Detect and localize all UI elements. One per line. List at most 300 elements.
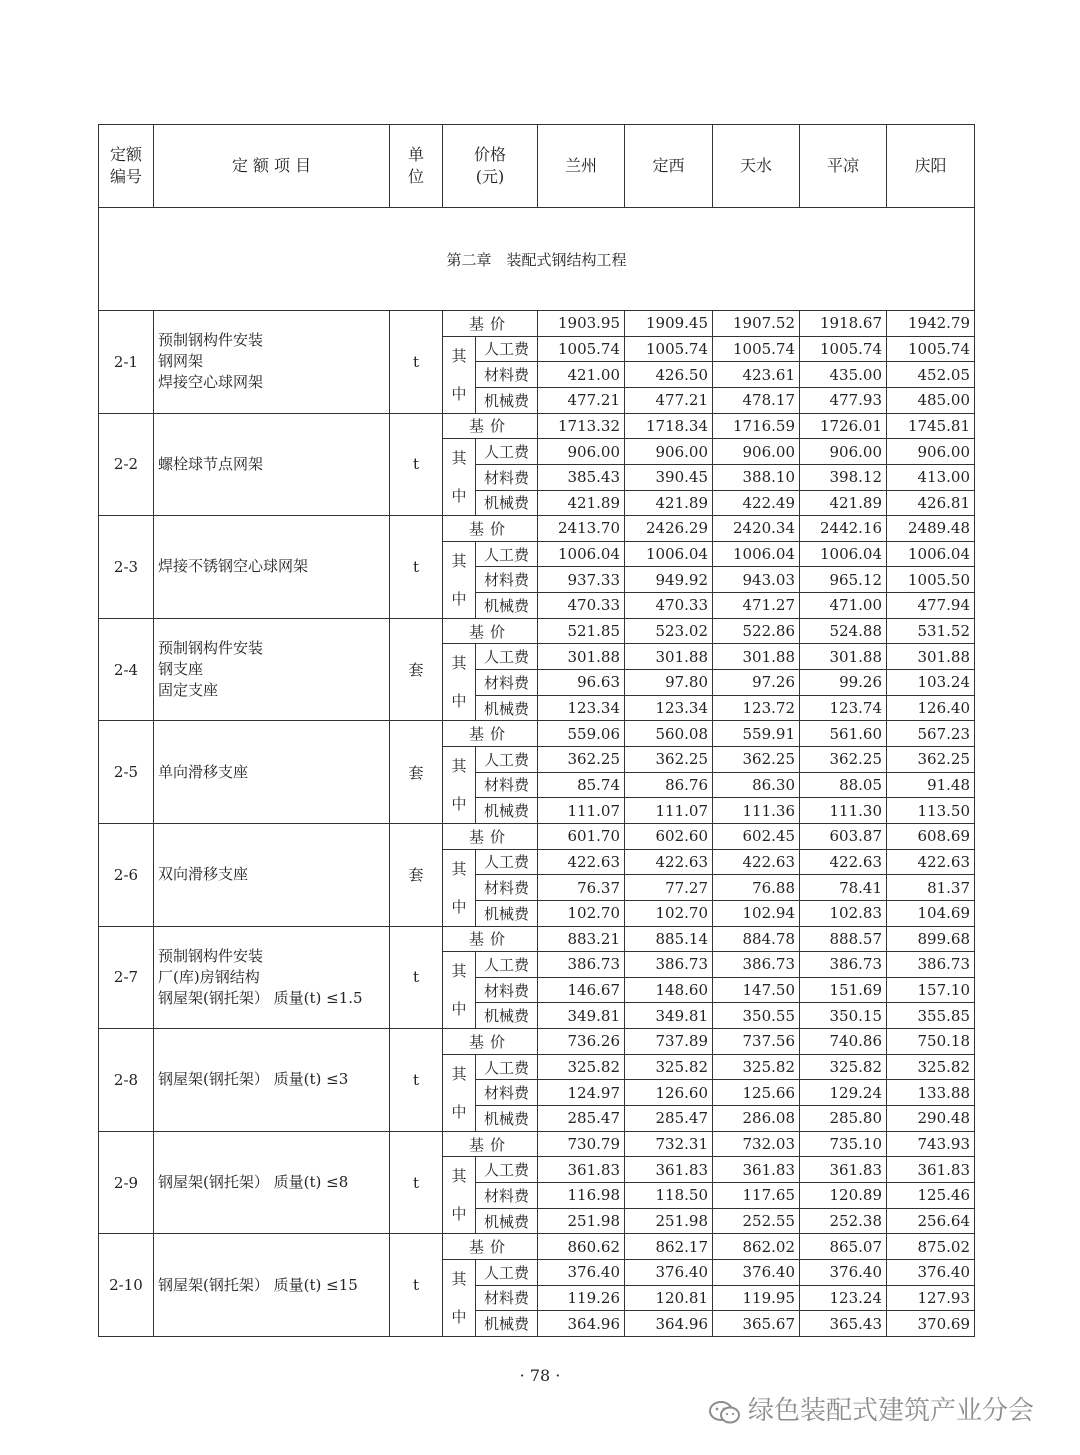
machine-fee-label: 机械费 xyxy=(476,490,538,516)
machine-fee-label: 机械费 xyxy=(476,1106,538,1132)
header-price: 价格 (元) xyxy=(443,125,538,208)
machine-fee-label: 机械费 xyxy=(476,900,538,926)
machine-value-cell: 365.67 xyxy=(713,1311,800,1337)
base-value-cell: 2442.16 xyxy=(800,516,887,542)
material-value-cell: 421.00 xyxy=(538,362,625,388)
base-value-cell: 1909.45 xyxy=(625,311,713,337)
base-value-cell: 750.18 xyxy=(887,1029,975,1055)
material-value-cell: 126.60 xyxy=(625,1080,713,1106)
wechat-icon xyxy=(708,1400,742,1424)
labor-value-cell: 1005.74 xyxy=(538,336,625,362)
quota-unit: t xyxy=(390,1234,443,1337)
base-value-cell: 2420.34 xyxy=(713,516,800,542)
material-fee-label: 材料费 xyxy=(476,772,538,798)
machine-value-cell: 422.49 xyxy=(713,490,800,516)
labor-value-cell: 376.40 xyxy=(625,1259,713,1285)
labor-fee-label: 人工费 xyxy=(476,336,538,362)
base-value-cell: 2489.48 xyxy=(887,516,975,542)
labor-value-cell: 1006.04 xyxy=(713,541,800,567)
quota-code: 2-2 xyxy=(99,413,154,516)
base-value-cell: 884.78 xyxy=(713,926,800,952)
watermark xyxy=(708,1390,1034,1427)
machine-value-cell: 364.96 xyxy=(538,1311,625,1337)
labor-fee-label: 人工费 xyxy=(476,1054,538,1080)
machine-value-cell: 102.70 xyxy=(538,900,625,926)
material-value-cell: 88.05 xyxy=(800,772,887,798)
machine-value-cell: 111.30 xyxy=(800,798,887,824)
material-value-cell: 120.81 xyxy=(625,1285,713,1311)
material-value-cell: 385.43 xyxy=(538,464,625,490)
table-row xyxy=(99,618,975,644)
base-value-cell: 521.85 xyxy=(538,618,625,644)
machine-value-cell: 123.34 xyxy=(538,695,625,721)
machine-value-cell: 349.81 xyxy=(538,1003,625,1029)
qizhong-label: 其 中 xyxy=(443,1054,476,1131)
material-fee-label: 材料费 xyxy=(476,1080,538,1106)
material-fee-label: 材料费 xyxy=(476,1285,538,1311)
base-value-cell: 862.17 xyxy=(625,1234,713,1260)
labor-value-cell: 301.88 xyxy=(887,644,975,670)
machine-value-cell: 477.94 xyxy=(887,593,975,619)
base-price-label: 基价 xyxy=(443,1029,538,1055)
base-value-cell: 2413.70 xyxy=(538,516,625,542)
material-value-cell: 96.63 xyxy=(538,670,625,696)
machine-value-cell: 123.34 xyxy=(625,695,713,721)
base-value-cell: 732.31 xyxy=(625,1131,713,1157)
labor-value-cell: 1005.74 xyxy=(800,336,887,362)
machine-value-cell: 256.64 xyxy=(887,1208,975,1234)
material-fee-label: 材料费 xyxy=(476,1183,538,1209)
header-city-lanzhou: 兰州 xyxy=(538,125,625,208)
quota-code: 2-5 xyxy=(99,721,154,824)
labor-value-cell: 1006.04 xyxy=(625,541,713,567)
machine-value-cell: 421.89 xyxy=(538,490,625,516)
base-value-cell: 737.89 xyxy=(625,1029,713,1055)
machine-value-cell: 285.47 xyxy=(538,1106,625,1132)
table-row xyxy=(99,926,975,952)
material-value-cell: 116.98 xyxy=(538,1183,625,1209)
base-value-cell: 732.03 xyxy=(713,1131,800,1157)
material-value-cell: 949.92 xyxy=(625,567,713,593)
page-number: · 78 · xyxy=(519,1366,561,1385)
material-value-cell: 413.00 xyxy=(887,464,975,490)
material-value-cell: 146.67 xyxy=(538,977,625,1003)
material-fee-label: 材料费 xyxy=(476,362,538,388)
header-item: 定 额 项 目 xyxy=(154,125,390,208)
machine-value-cell: 421.89 xyxy=(625,490,713,516)
quota-code: 2-6 xyxy=(99,823,154,926)
base-value-cell: 862.02 xyxy=(713,1234,800,1260)
machine-value-cell: 102.70 xyxy=(625,900,713,926)
base-value-cell: 561.60 xyxy=(800,721,887,747)
quota-item-name: 钢屋架(钢托架） 质量(t) ≤8 xyxy=(154,1131,390,1234)
table-row xyxy=(99,311,975,337)
material-value-cell: 127.93 xyxy=(887,1285,975,1311)
labor-value-cell: 361.83 xyxy=(800,1157,887,1183)
quota-item-name: 焊接不锈钢空心球网架 xyxy=(154,516,390,619)
quota-item-name: 预制钢构件安装 钢网架 焊接空心球网架 xyxy=(154,311,390,414)
labor-fee-label: 人工费 xyxy=(476,1157,538,1183)
quota-code: 2-10 xyxy=(99,1234,154,1337)
material-value-cell: 91.48 xyxy=(887,772,975,798)
material-value-cell: 117.65 xyxy=(713,1183,800,1209)
labor-value-cell: 1006.04 xyxy=(800,541,887,567)
quota-unit: 套 xyxy=(390,823,443,926)
machine-value-cell: 285.47 xyxy=(625,1106,713,1132)
labor-value-cell: 422.63 xyxy=(538,849,625,875)
base-value-cell: 885.14 xyxy=(625,926,713,952)
labor-value-cell: 361.83 xyxy=(713,1157,800,1183)
labor-fee-label: 人工费 xyxy=(476,746,538,772)
qizhong-label: 其 中 xyxy=(443,746,476,823)
labor-fee-label: 人工费 xyxy=(476,439,538,465)
material-fee-label: 材料费 xyxy=(476,567,538,593)
qizhong-label: 其 中 xyxy=(443,952,476,1029)
material-value-cell: 148.60 xyxy=(625,977,713,1003)
labor-value-cell: 301.88 xyxy=(538,644,625,670)
labor-fee-label: 人工费 xyxy=(476,1259,538,1285)
machine-value-cell: 470.33 xyxy=(625,593,713,619)
machine-value-cell: 471.00 xyxy=(800,593,887,619)
qizhong-label: 其 中 xyxy=(443,1259,476,1336)
base-value-cell: 567.23 xyxy=(887,721,975,747)
material-fee-label: 材料费 xyxy=(476,670,538,696)
material-value-cell: 965.12 xyxy=(800,567,887,593)
base-value-cell: 899.68 xyxy=(887,926,975,952)
material-value-cell: 120.89 xyxy=(800,1183,887,1209)
material-value-cell: 86.76 xyxy=(625,772,713,798)
table-row xyxy=(99,1131,975,1157)
base-price-label: 基价 xyxy=(443,618,538,644)
machine-value-cell: 355.85 xyxy=(887,1003,975,1029)
base-price-label: 基价 xyxy=(443,721,538,747)
labor-value-cell: 325.82 xyxy=(538,1054,625,1080)
qizhong-label: 其 中 xyxy=(443,336,476,413)
base-price-label: 基价 xyxy=(443,823,538,849)
quota-item-name: 单向滑移支座 xyxy=(154,721,390,824)
machine-value-cell: 111.07 xyxy=(538,798,625,824)
base-value-cell: 1918.67 xyxy=(800,311,887,337)
material-value-cell: 129.24 xyxy=(800,1080,887,1106)
qizhong-label: 其 中 xyxy=(443,644,476,721)
machine-value-cell: 364.96 xyxy=(625,1311,713,1337)
material-value-cell: 388.10 xyxy=(713,464,800,490)
machine-value-cell: 349.81 xyxy=(625,1003,713,1029)
material-value-cell: 426.50 xyxy=(625,362,713,388)
machine-value-cell: 370.69 xyxy=(887,1311,975,1337)
labor-value-cell: 906.00 xyxy=(713,439,800,465)
machine-value-cell: 421.89 xyxy=(800,490,887,516)
base-value-cell: 1726.01 xyxy=(800,413,887,439)
header-city-tianshui: 天水 xyxy=(713,125,800,208)
base-value-cell: 1903.95 xyxy=(538,311,625,337)
header-city-qingyang: 庆阳 xyxy=(887,125,975,208)
labor-value-cell: 1005.74 xyxy=(887,336,975,362)
base-value-cell: 1942.79 xyxy=(887,311,975,337)
header-code: 定额 编号 xyxy=(99,125,154,208)
material-value-cell: 452.05 xyxy=(887,362,975,388)
base-value-cell: 743.93 xyxy=(887,1131,975,1157)
labor-value-cell: 386.73 xyxy=(625,952,713,978)
qizhong-label: 其 中 xyxy=(443,849,476,926)
labor-value-cell: 386.73 xyxy=(713,952,800,978)
table-row xyxy=(99,413,975,439)
material-value-cell: 78.41 xyxy=(800,875,887,901)
watermark-text: 绿色装配式建筑产业分会 xyxy=(748,1396,1035,1426)
base-value-cell: 559.06 xyxy=(538,721,625,747)
quota-unit: 套 xyxy=(390,721,443,824)
labor-value-cell: 906.00 xyxy=(800,439,887,465)
base-value-cell: 602.60 xyxy=(625,823,713,849)
base-value-cell: 865.07 xyxy=(800,1234,887,1260)
labor-value-cell: 362.25 xyxy=(713,746,800,772)
material-value-cell: 118.50 xyxy=(625,1183,713,1209)
labor-value-cell: 361.83 xyxy=(625,1157,713,1183)
labor-value-cell: 386.73 xyxy=(887,952,975,978)
machine-value-cell: 290.48 xyxy=(887,1106,975,1132)
table-row xyxy=(99,721,975,747)
machine-value-cell: 477.21 xyxy=(538,387,625,413)
base-value-cell: 524.88 xyxy=(800,618,887,644)
machine-value-cell: 485.00 xyxy=(887,387,975,413)
machine-value-cell: 286.08 xyxy=(713,1106,800,1132)
quota-item-name: 双向滑移支座 xyxy=(154,823,390,926)
labor-value-cell: 361.83 xyxy=(538,1157,625,1183)
quota-code: 2-4 xyxy=(99,618,154,721)
machine-value-cell: 477.93 xyxy=(800,387,887,413)
machine-value-cell: 104.69 xyxy=(887,900,975,926)
labor-value-cell: 906.00 xyxy=(538,439,625,465)
labor-value-cell: 325.82 xyxy=(887,1054,975,1080)
quota-code: 2-1 xyxy=(99,311,154,414)
header-city-pingliang: 平凉 xyxy=(800,125,887,208)
labor-value-cell: 361.83 xyxy=(887,1157,975,1183)
quota-item-name: 钢屋架(钢托架） 质量(t) ≤3 xyxy=(154,1029,390,1132)
base-value-cell: 736.26 xyxy=(538,1029,625,1055)
machine-fee-label: 机械费 xyxy=(476,1311,538,1337)
base-value-cell: 523.02 xyxy=(625,618,713,644)
machine-fee-label: 机械费 xyxy=(476,1003,538,1029)
material-value-cell: 937.33 xyxy=(538,567,625,593)
labor-value-cell: 362.25 xyxy=(800,746,887,772)
machine-value-cell: 350.55 xyxy=(713,1003,800,1029)
machine-fee-label: 机械费 xyxy=(476,387,538,413)
labor-fee-label: 人工费 xyxy=(476,644,538,670)
labor-value-cell: 386.73 xyxy=(800,952,887,978)
material-value-cell: 943.03 xyxy=(713,567,800,593)
material-value-cell: 125.66 xyxy=(713,1080,800,1106)
labor-value-cell: 362.25 xyxy=(887,746,975,772)
base-value-cell: 740.86 xyxy=(800,1029,887,1055)
material-value-cell: 398.12 xyxy=(800,464,887,490)
base-value-cell: 522.86 xyxy=(713,618,800,644)
labor-value-cell: 422.63 xyxy=(625,849,713,875)
qizhong-label: 其 中 xyxy=(443,1157,476,1234)
quota-code: 2-7 xyxy=(99,926,154,1029)
base-value-cell: 1716.59 xyxy=(713,413,800,439)
machine-fee-label: 机械费 xyxy=(476,798,538,824)
labor-value-cell: 376.40 xyxy=(713,1259,800,1285)
material-value-cell: 77.27 xyxy=(625,875,713,901)
labor-value-cell: 422.63 xyxy=(887,849,975,875)
base-value-cell: 1713.32 xyxy=(538,413,625,439)
labor-value-cell: 362.25 xyxy=(625,746,713,772)
material-fee-label: 材料费 xyxy=(476,464,538,490)
base-value-cell: 608.69 xyxy=(887,823,975,849)
labor-value-cell: 301.88 xyxy=(713,644,800,670)
base-price-label: 基价 xyxy=(443,311,538,337)
base-value-cell: 1745.81 xyxy=(887,413,975,439)
quota-table xyxy=(98,124,975,1337)
quota-unit: t xyxy=(390,516,443,619)
labor-value-cell: 325.82 xyxy=(800,1054,887,1080)
material-value-cell: 86.30 xyxy=(713,772,800,798)
machine-value-cell: 470.33 xyxy=(538,593,625,619)
base-value-cell: 2426.29 xyxy=(625,516,713,542)
base-price-label: 基价 xyxy=(443,413,538,439)
labor-value-cell: 386.73 xyxy=(538,952,625,978)
machine-value-cell: 478.17 xyxy=(713,387,800,413)
machine-value-cell: 426.81 xyxy=(887,490,975,516)
quota-code: 2-8 xyxy=(99,1029,154,1132)
machine-value-cell: 102.83 xyxy=(800,900,887,926)
qizhong-label: 其 中 xyxy=(443,439,476,516)
machine-value-cell: 477.21 xyxy=(625,387,713,413)
machine-value-cell: 252.55 xyxy=(713,1208,800,1234)
base-value-cell: 531.52 xyxy=(887,618,975,644)
labor-value-cell: 422.63 xyxy=(800,849,887,875)
table-row xyxy=(99,1029,975,1055)
material-value-cell: 85.74 xyxy=(538,772,625,798)
material-value-cell: 147.50 xyxy=(713,977,800,1003)
material-value-cell: 124.97 xyxy=(538,1080,625,1106)
material-value-cell: 1005.50 xyxy=(887,567,975,593)
material-value-cell: 103.24 xyxy=(887,670,975,696)
material-value-cell: 390.45 xyxy=(625,464,713,490)
quota-item-name: 预制钢构件安装 厂(库)房钢结构 钢屋架(钢托架） 质量(t) ≤1.5 xyxy=(154,926,390,1029)
labor-value-cell: 376.40 xyxy=(800,1259,887,1285)
base-value-cell: 601.70 xyxy=(538,823,625,849)
labor-value-cell: 325.82 xyxy=(625,1054,713,1080)
labor-value-cell: 1006.04 xyxy=(887,541,975,567)
machine-value-cell: 111.36 xyxy=(713,798,800,824)
quota-unit: 套 xyxy=(390,618,443,721)
material-value-cell: 76.37 xyxy=(538,875,625,901)
base-value-cell: 730.79 xyxy=(538,1131,625,1157)
material-value-cell: 151.69 xyxy=(800,977,887,1003)
base-price-label: 基价 xyxy=(443,1234,538,1260)
quota-unit: t xyxy=(390,413,443,516)
machine-value-cell: 111.07 xyxy=(625,798,713,824)
material-value-cell: 119.26 xyxy=(538,1285,625,1311)
labor-fee-label: 人工费 xyxy=(476,952,538,978)
labor-value-cell: 1005.74 xyxy=(713,336,800,362)
material-fee-label: 材料费 xyxy=(476,977,538,1003)
header-unit: 单 位 xyxy=(390,125,443,208)
machine-value-cell: 113.50 xyxy=(887,798,975,824)
labor-value-cell: 301.88 xyxy=(800,644,887,670)
quota-unit: t xyxy=(390,311,443,414)
labor-fee-label: 人工费 xyxy=(476,541,538,567)
machine-fee-label: 机械费 xyxy=(476,1208,538,1234)
material-value-cell: 157.10 xyxy=(887,977,975,1003)
qizhong-label: 其 中 xyxy=(443,541,476,618)
material-value-cell: 97.26 xyxy=(713,670,800,696)
machine-value-cell: 471.27 xyxy=(713,593,800,619)
header-row xyxy=(99,125,975,208)
machine-value-cell: 251.98 xyxy=(538,1208,625,1234)
material-value-cell: 99.26 xyxy=(800,670,887,696)
material-value-cell: 119.95 xyxy=(713,1285,800,1311)
chapter-row xyxy=(99,208,975,311)
machine-fee-label: 机械费 xyxy=(476,593,538,619)
base-price-label: 基价 xyxy=(443,1131,538,1157)
material-fee-label: 材料费 xyxy=(476,875,538,901)
quota-unit: t xyxy=(390,926,443,1029)
quota-unit: t xyxy=(390,1131,443,1234)
base-value-cell: 560.08 xyxy=(625,721,713,747)
base-value-cell: 737.56 xyxy=(713,1029,800,1055)
machine-value-cell: 365.43 xyxy=(800,1311,887,1337)
table-row xyxy=(99,823,975,849)
labor-value-cell: 906.00 xyxy=(887,439,975,465)
base-value-cell: 603.87 xyxy=(800,823,887,849)
base-value-cell: 735.10 xyxy=(800,1131,887,1157)
table-row xyxy=(99,1234,975,1260)
labor-value-cell: 1005.74 xyxy=(625,336,713,362)
labor-fee-label: 人工费 xyxy=(476,849,538,875)
machine-fee-label: 机械费 xyxy=(476,695,538,721)
material-value-cell: 133.88 xyxy=(887,1080,975,1106)
header-city-dingxi: 定西 xyxy=(625,125,713,208)
machine-value-cell: 350.15 xyxy=(800,1003,887,1029)
labor-value-cell: 376.40 xyxy=(887,1259,975,1285)
base-value-cell: 1907.52 xyxy=(713,311,800,337)
quota-item-name: 螺栓球节点网架 xyxy=(154,413,390,516)
base-value-cell: 888.57 xyxy=(800,926,887,952)
base-value-cell: 860.62 xyxy=(538,1234,625,1260)
machine-value-cell: 251.98 xyxy=(625,1208,713,1234)
machine-value-cell: 285.80 xyxy=(800,1106,887,1132)
labor-value-cell: 376.40 xyxy=(538,1259,625,1285)
labor-value-cell: 325.82 xyxy=(713,1054,800,1080)
quota-item-name: 预制钢构件安装 钢支座 固定支座 xyxy=(154,618,390,721)
quota-item-name: 钢屋架(钢托架） 质量(t) ≤15 xyxy=(154,1234,390,1337)
base-value-cell: 1718.34 xyxy=(625,413,713,439)
machine-value-cell: 252.38 xyxy=(800,1208,887,1234)
machine-value-cell: 126.40 xyxy=(887,695,975,721)
base-value-cell: 602.45 xyxy=(713,823,800,849)
quota-code: 2-3 xyxy=(99,516,154,619)
labor-value-cell: 906.00 xyxy=(625,439,713,465)
labor-value-cell: 362.25 xyxy=(538,746,625,772)
chapter-title: 第二章 装配式钢结构工程 xyxy=(99,208,975,311)
material-value-cell: 435.00 xyxy=(800,362,887,388)
base-value-cell: 883.21 xyxy=(538,926,625,952)
machine-value-cell: 123.72 xyxy=(713,695,800,721)
quota-code: 2-9 xyxy=(99,1131,154,1234)
quota-unit: t xyxy=(390,1029,443,1132)
material-value-cell: 123.24 xyxy=(800,1285,887,1311)
base-value-cell: 559.91 xyxy=(713,721,800,747)
base-price-label: 基价 xyxy=(443,926,538,952)
labor-value-cell: 301.88 xyxy=(625,644,713,670)
table-row xyxy=(99,516,975,542)
machine-value-cell: 123.74 xyxy=(800,695,887,721)
material-value-cell: 76.88 xyxy=(713,875,800,901)
labor-value-cell: 1006.04 xyxy=(538,541,625,567)
machine-value-cell: 102.94 xyxy=(713,900,800,926)
